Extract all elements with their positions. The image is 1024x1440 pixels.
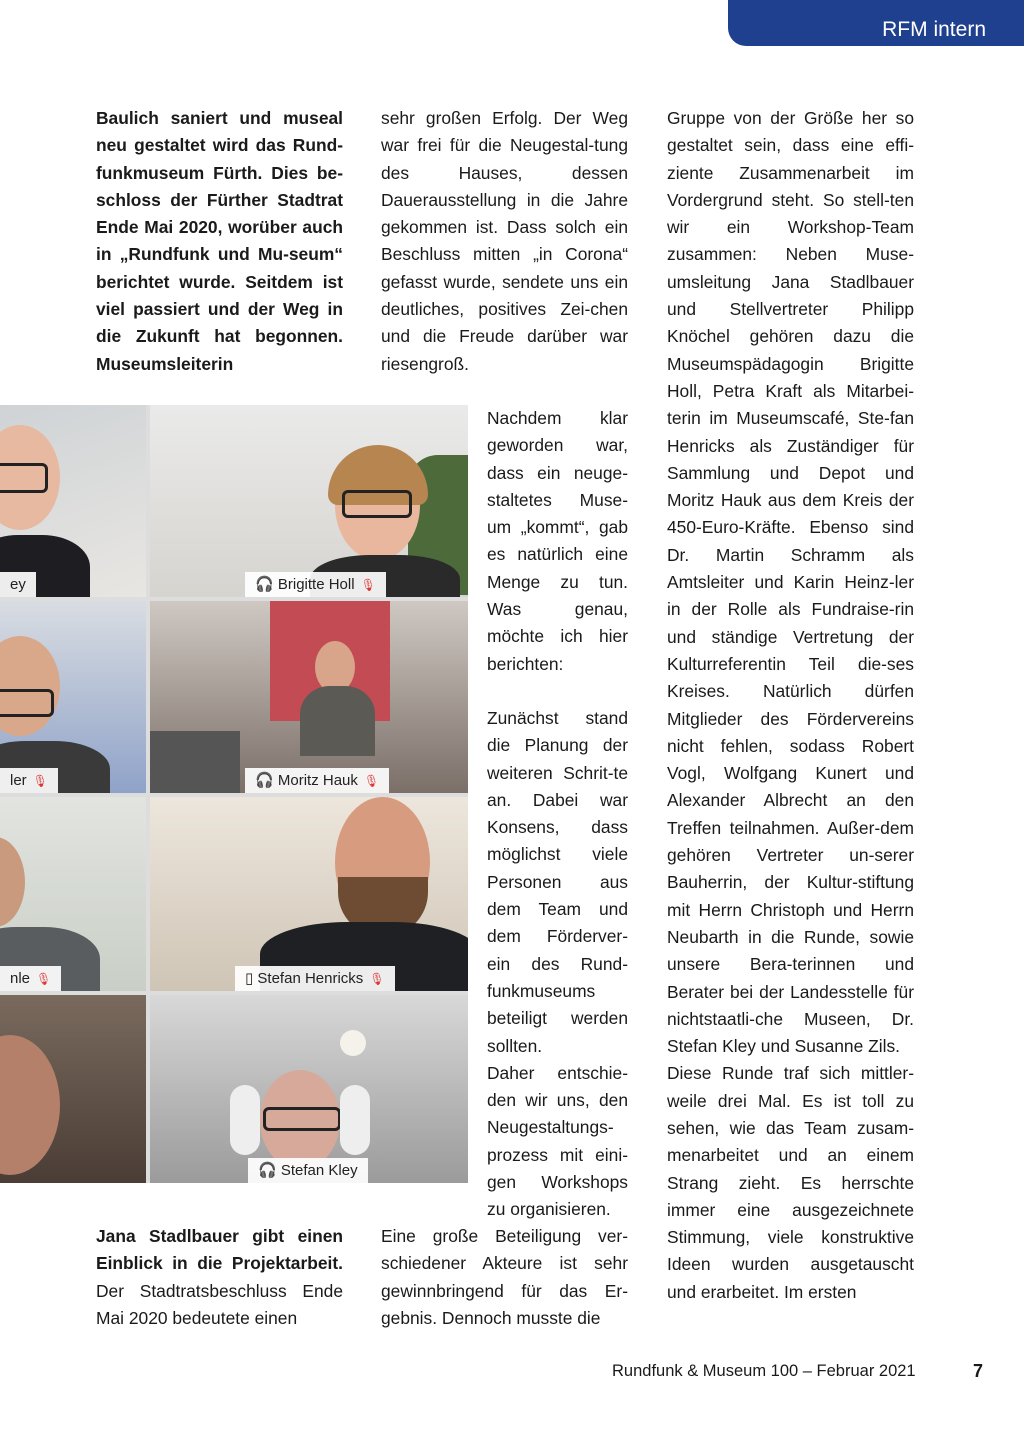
phone-icon: ▯ [245, 970, 258, 987]
col2-narrow [487, 405, 628, 1224]
tile-left-1 [0, 405, 146, 597]
mic-off-icon: 🎙 [363, 774, 380, 788]
col2-top-text: sehr großen Erfolg. Der Weg war frei für die Neugestal-tung des Hauses, dessen Dauerausstellung in die Jahre gekommen ist. Dass solch ein Beschluss mitten „in Corona“ gefasst wurde, sendete uns ein deutliches, positives Zei-chen und die Freude darüber war riesengroß. [381, 108, 628, 374]
col3-p1: Gruppe von der Größe her so gestaltet sein, dass eine effi-ziente Zusammenarbeit im Vordergrund steht. So stell-ten wir ein Workshop-Team zusammen: Neben Muse-umsleitung Jana Stadlbauer und Stellvertreter Philipp Knöchel gehören dazu die Museumspädagogin Brigitte Holl, Petra Kraft als Mitarbei-terin im Museumscafé, Ste-fan Henricks als Zuständiger für Sammlung und Depot und Moritz Hauk aus dem Kreis der 450-Euro-Kräfte. Ebenso sind Dr. Martin Schramm als Amtsleiter und Karin Heinz-ler in der Rolle als Fundraise-rin und ständige Vertretung der Kulturreferentin Teil die-ses Kreises. Natürlich dürfen Mitglieder des Fördervereins nicht fehlen, sodass Robert Vogl, Wolfgang Kunert und Alexander Albrecht an den Treffen teilnahmen. Außer-dem gehören Vertreter un-serer Bauherrin, der Kultur-stiftung mit Herrn Christoph und Herrn Neubarth in die Runde, sowie unsere Bera-terinnen und Berater bei der Landesstelle für nichtstaatli-che Museen, Dr. Stefan Kley und Susanne Zils. [667, 108, 914, 1057]
col2-top-paragraph [381, 105, 628, 378]
tile-left-4 [0, 995, 146, 1183]
tile-label-l3: nle [10, 970, 31, 987]
tile-left-3 [0, 797, 146, 991]
narrow-p1: Nachdem klar geworden war, dass ein neuge-staltetes Muse-um „kommt“, gab es natürlich eine Menge zu tun. Was genau, möchte ich hier berichten: [487, 408, 628, 674]
tile-label-kley: Stefan Kley [280, 1162, 358, 1179]
col1-bottom-text: Der Stadtratsbeschluss Ende Mai 2020 bedeutete einen [96, 1280, 343, 1328]
section-title: RFM intern [882, 18, 986, 41]
tile-label-l1: ey [0, 572, 36, 597]
headset-icon: 🎧 [258, 1162, 281, 1179]
tile-label-brigitte: Brigitte Holl [277, 576, 355, 593]
col1-bottom [96, 1223, 343, 1332]
col2-bottom-paragraph [381, 1223, 628, 1332]
mic-off-icon: 🎙 [36, 972, 52, 986]
photo-caption: Jana Stadlbauer gibt einen Einblick in die Projektarbeit. [96, 1226, 343, 1274]
page-number: 7 [973, 1361, 984, 1381]
mic-off-icon: 🎙 [32, 774, 48, 788]
mic-off-icon: 🎙 [360, 578, 376, 592]
section-tab [728, 0, 1024, 46]
col2-bottom-text: Eine große Beteiligung ver-schiedener Akteure ist sehr gewinnbringend für das Er-gebnis. Dennoch musste die [381, 1226, 628, 1328]
tile-label-moritz: Moritz Hauk [277, 772, 358, 789]
tile-label-henricks: Stefan Henricks [257, 970, 364, 987]
footer-issue: Rundfunk & Museum 100 – Februar 2021 [612, 1362, 916, 1380]
intro-text: Baulich saniert und museal neu gestaltet wird das Rund-funkmuseum Fürth. Dies be-schloss der Fürther Stadtrat Ende Mai 2020, worüber auch in „Rundfunk und Mu-seum“ berichtet wurde. Seitdem ist viel passiert und der Weg in die Zukunft hat begonnen. Museumsleiterin [96, 108, 343, 374]
tile-moritz-hauk [150, 601, 468, 793]
intro-paragraph [96, 105, 343, 378]
headset-icon: 🎧 [255, 576, 278, 593]
col3-p2: Diese Runde traf sich mittler-weile drei Mal. Es ist toll zu sehen, wie das Team zusam-menarbeitet und an einem Strang zieht. Es herrschte immer eine ausgezeichnete Stimmung, viele konstruktive Ideen wurden ausgetauscht und erarbeitet. Im ersten [667, 1063, 914, 1302]
tile-label-l2: ler [10, 772, 27, 789]
tile-stefan-henricks [150, 797, 468, 991]
video-conference-photo [0, 405, 468, 1183]
headset-icon: 🎧 [255, 772, 278, 789]
narrow-p2: Zunächst stand die Planung der weiteren Schrit-te an. Dabei war Konsens, dass möglichst viele Personen aus dem Team und dem Förderver-ein des Rund-funkmuseums beteiligt werden sollten. [487, 707, 628, 1056]
tile-stefan-kley [150, 995, 468, 1183]
narrow-p3: Daher entschie-den wir uns, den Neugestaltungs-prozess mit eini-gen Workshops zu organisieren. [487, 1062, 628, 1220]
tile-brigitte-holl [150, 405, 468, 597]
tile-left-2 [0, 601, 146, 793]
col3 [667, 105, 914, 1306]
mic-off-icon: 🎙 [369, 972, 385, 986]
